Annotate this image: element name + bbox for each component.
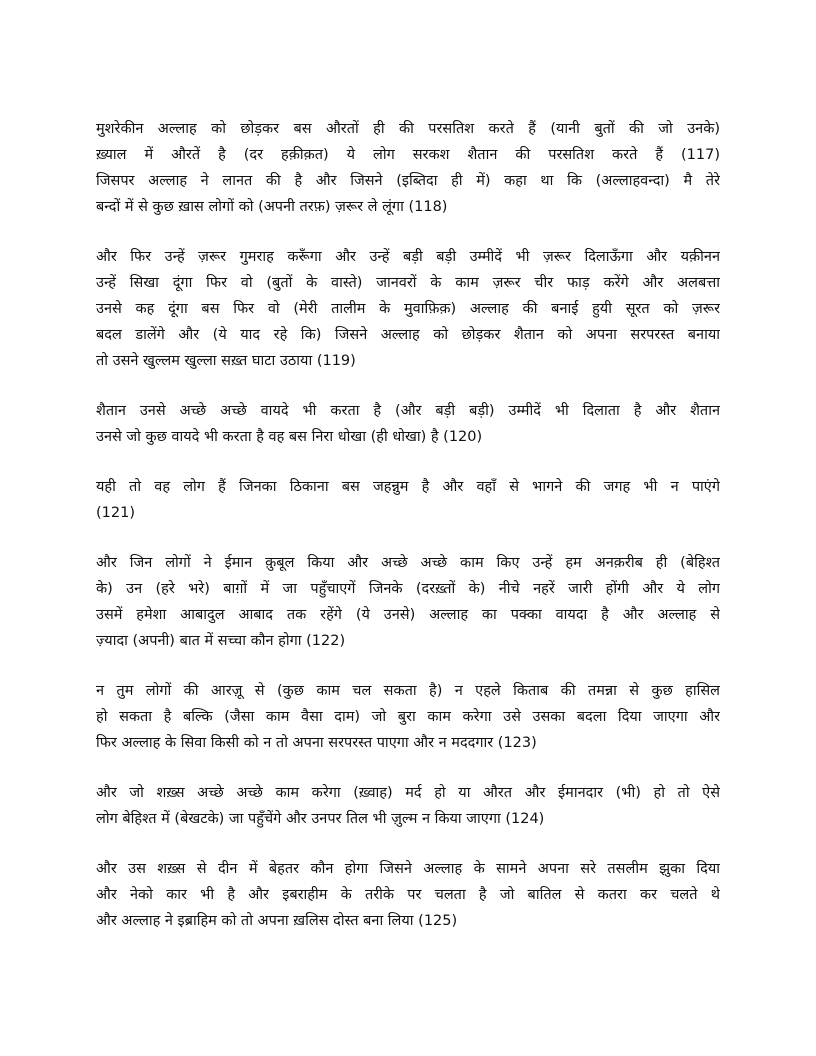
text-line: हो सकता है बल्कि (जैसा काम वैसा दाम) जो बुरा काम करेगा उसे उसका बदला दिया जाएगा और bbox=[96, 709, 720, 725]
text-line: उन्हें सिखा दूंगा फिर वो (बुतों के वास्ते) जानवरों के काम ज़रूर चीर फाड़ करेंगे और अलबत्ता bbox=[96, 275, 720, 291]
text-line: शैतान उनसे अच्छे अच्छे वायदे भी करता है (और बड़ी बड़ी) उम्मीदें भी दिलाता है और शैतान bbox=[96, 403, 720, 419]
paragraph-verse-125 bbox=[96, 856, 720, 934]
text-line: उसमें हमेशा आबादुल आबाद तक रहेंगे (ये उनसे) अल्लाह का पक्का वायदा है और अल्लाह से bbox=[96, 607, 720, 623]
paragraph-verse-124 bbox=[96, 780, 720, 832]
text-line: और फिर उन्हें ज़रूर गुमराह करूँगा और उन्हें बड़ी बड़ी उम्मीदें भी ज़रूर दिलाऊँगा और यक़ीनन bbox=[96, 249, 720, 265]
paragraph-verse-120 bbox=[96, 398, 720, 450]
text-line: उनसे जो कुछ वायदे भी करता है वह बस निरा धोखा (ही धोखा) है (120) bbox=[96, 429, 483, 445]
text-line: (121) bbox=[96, 505, 135, 521]
text-line: और जो शख़्स अच्छे अच्छे काम करेगा (ख़्वाह) मर्द हो या औरत और ईमानदार (भी) हो तो ऐसे bbox=[96, 785, 720, 801]
text-line: के) उन (हरे भरे) बाग़ों में जा पहुँचाएगें जिनके (दरख़्तों के) नीचे नहरें जारी होंगी और ये लोग bbox=[96, 581, 720, 597]
text-line: जिसपर अल्लाह ने लानत की है और जिसने (इब्तिदा ही में) कहा था कि (अल्लाहवन्दा) मै तेरे bbox=[96, 173, 720, 189]
text-line: तो उसने खुल्लम खुल्ला सख़्त घाटा उठाया (119) bbox=[96, 353, 356, 369]
text-line: और उस शख़्स से दीन में बेहतर कौन होगा जिसने अल्लाह के सामने अपना सरे तसलीम झुका दिया bbox=[96, 861, 720, 877]
text-line: बदल डालेंगे और (ये याद रहे कि) जिसने अल्लाह को छोड़कर शैतान को अपना सरपरस्त बनाया bbox=[96, 327, 720, 343]
text-line: लोग बेहिश्त में (बेखटके) जा पहुँचेंगे और उनपर तिल भी ज़ुल्म न किया जाएगा (124) bbox=[96, 811, 545, 827]
document-page bbox=[96, 116, 720, 958]
text-line: और जिन लोगों ने ईमान क़ुबूल किया और अच्छे अच्छे काम किए उन्हें हम अनक़रीब ही (बेहिश्त bbox=[96, 555, 720, 571]
text-line: बन्दों में से कुछ ख़ास लोगों को (अपनी तरफ़) ज़रूर ले लूंगा (118) bbox=[96, 199, 448, 215]
text-line: उनसे कह दूंगा बस फिर वो (मेरी तालीम के मुवाफ़िक़) अल्लाह की बनाई हुयी सूरत को ज़रूर bbox=[96, 301, 720, 317]
text-line: न तुम लोगों की आरज़ू से (कुछ काम चल सकता है) न एहले किताब की तमन्ना से कुछ हासिल bbox=[96, 683, 720, 699]
paragraph-verse-122 bbox=[96, 550, 720, 654]
paragraph-verse-123 bbox=[96, 678, 720, 756]
text-line: ख़्याल में औरतें है (दर हक़ीक़त) ये लोग सरकश शैतान की परसतिश करते हैं (117) bbox=[96, 147, 720, 163]
paragraph-verses-117-118 bbox=[96, 116, 720, 220]
text-line: यही तो वह लोग हैं जिनका ठिकाना बस जहन्नुम है और वहाँ से भागने की जगह भी न पाएंगे bbox=[96, 479, 720, 495]
text-line: फिर अल्लाह के सिवा किसी को न तो अपना सरपरस्त पाएगा और न मददगार (123) bbox=[96, 735, 537, 751]
text-line: ज़्यादा (अपनी) बात में सच्चा कौन होगा (122) bbox=[96, 633, 346, 649]
paragraph-verse-121 bbox=[96, 474, 720, 526]
text-line: और अल्लाह ने इब्राहिम को तो अपना ख़लिस दोस्त बना लिया (125) bbox=[96, 913, 458, 929]
text-line: और नेको कार भी है और इबराहीम के तरीके पर चलता है जो बातिल से कतरा कर चलते थे bbox=[96, 887, 720, 903]
paragraph-verse-119 bbox=[96, 244, 720, 374]
text-line: मुशरेकीन अल्लाह को छोड़कर बस औरतों ही की परसतिश करते हैं (यानी बुतों की जो उनके) bbox=[96, 121, 720, 137]
